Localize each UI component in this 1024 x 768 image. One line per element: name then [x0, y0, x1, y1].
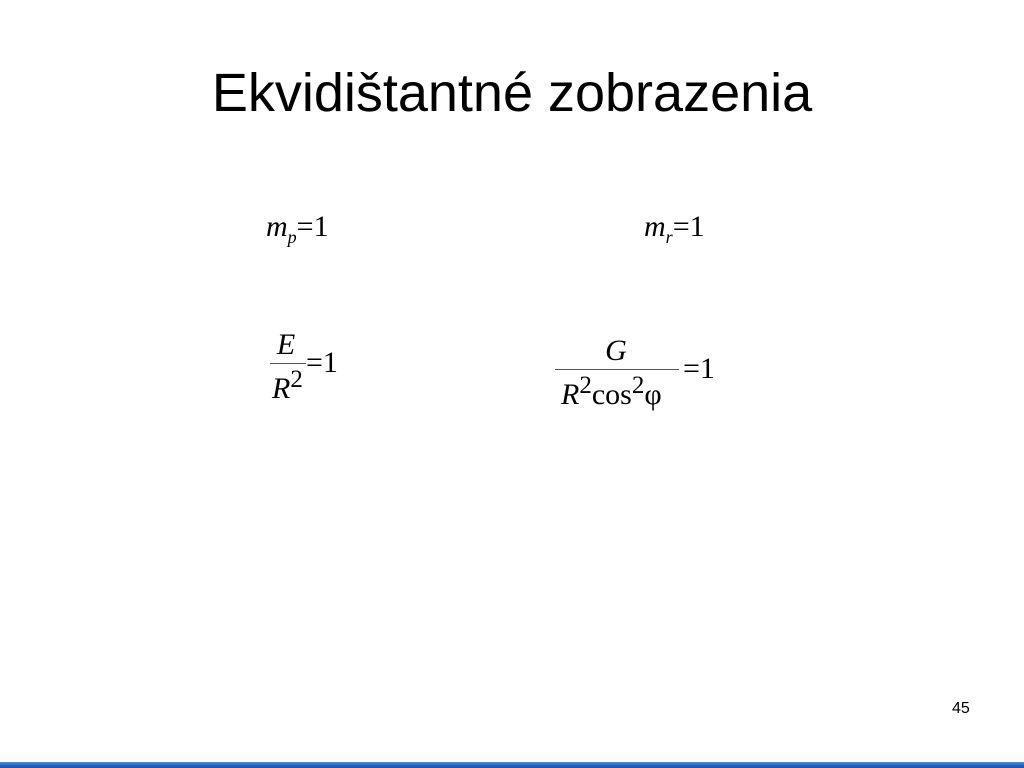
page-number: 45: [952, 700, 970, 717]
formula-e-den-base: R: [272, 372, 291, 405]
formula-g-den-cos: cos: [591, 378, 632, 411]
formula-e-rhs: =1: [306, 346, 338, 379]
formula-e-denominator: [272, 366, 303, 406]
fraction-bar: [270, 363, 306, 364]
formula-g-numerator: [555, 334, 677, 368]
formula-mp: [266, 210, 329, 248]
formula-e-den-exp: 2: [290, 366, 303, 393]
formula-mr-rhs: =1: [672, 210, 705, 243]
formula-g-den-r: R: [561, 378, 580, 411]
footer-bar: [0, 762, 1024, 768]
fraction-bar: [555, 369, 679, 370]
formula-g-den-phi: φ: [644, 378, 662, 411]
formula-g-den-r-exp: 2: [579, 372, 592, 399]
formula-mp-base: m: [266, 210, 288, 243]
formula-mr-sub: r: [665, 227, 673, 247]
formula-g-num-text: G: [605, 334, 627, 367]
formula-mp-sub: p: [287, 227, 297, 247]
formula-mr-base: m: [644, 210, 666, 243]
slide-title: Ekvidištantné zobrazenia: [211, 63, 813, 123]
formula-e-num-text: E: [276, 328, 296, 361]
formula-e-ratio: [268, 328, 358, 408]
formula-e-numerator: [268, 328, 304, 362]
formula-g-denominator: [561, 372, 662, 412]
formula-g-ratio: [555, 334, 735, 414]
formula-g-den-cos-exp: 2: [631, 372, 645, 399]
formula-g-rhs: =1: [683, 352, 715, 385]
formula-mr: [644, 210, 705, 248]
formula-mp-rhs: =1: [296, 210, 329, 243]
